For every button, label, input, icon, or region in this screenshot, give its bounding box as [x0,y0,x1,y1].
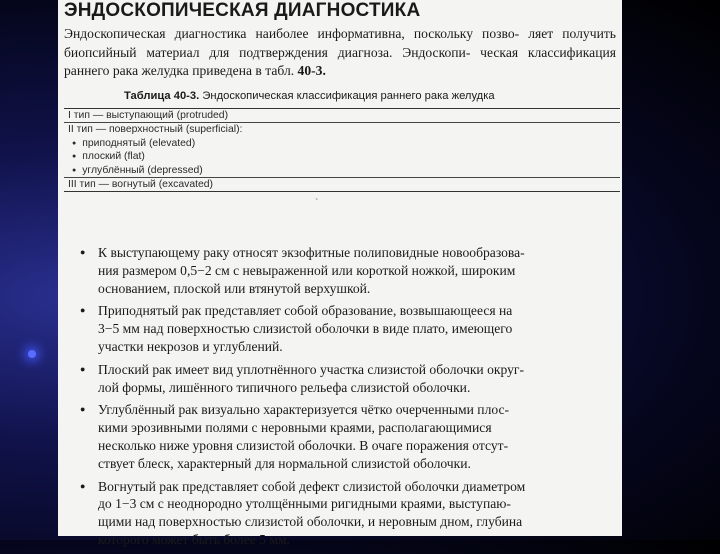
intro-line-1: Эндоскопическая диагностика наиболее информативна, поскольку позво- [64,26,520,41]
list-item-line: до 1−3 см с неоднородно утолщёнными ригидными краями, выступаю- [98,496,511,512]
list-item-line: кими эрозивными полями с неровными краями, располагающимися [98,420,492,436]
list-item-flat [78,361,618,397]
intro-paragraph [64,25,616,81]
list-item-line: 3−5 мм над поверхностью слизистой оболочки в виде плато, имеющего [98,321,513,337]
table-caption-text: Эндоскопическая классификация раннего рака желудка [199,90,495,102]
document-page [58,0,622,547]
list-item-line: лой формы, лишённого типичного рельефа слизистой оболочки. [98,379,471,395]
list-item-line: ● Вогнутый рак представляет собой дефект слизистой оболочки диаметром [98,478,526,494]
list-item-line: ствует блеск, характерный для нормальной слизистой оболочки. [98,455,471,471]
intro-line-2: ляет получить биопсийный материал для подтверждения диагноза. Эндоскопи- [64,26,616,60]
table-row-type-1 [64,109,620,123]
list-item-depressed [78,401,618,472]
list-item-line: ● К выступающему раку относят экзофитные полиповидные новообразова- [98,245,525,260]
table-reference: 40-3. [297,63,326,78]
list-item-line: участки некрозов и углублений. [98,338,283,354]
list-item-line: ния размером 0,5−2 см с невыраженной или короткой ножкой, широким [98,262,516,278]
stray-mark: ` [315,198,319,209]
table-cell-type-1: I тип — выступающий (protruded) [68,110,229,121]
table-row-type-2 [64,123,620,178]
table-subitem-flat: ● плоский (flat) [64,150,620,163]
list-item-elevated [78,302,618,355]
section-heading: ЭНДОСКОПИЧЕСКАЯ ДИАГНОСТИКА [64,0,421,21]
table-subitem-depressed: ● углублённый (depressed) [64,164,620,177]
list-item-protruded [78,244,618,297]
list-item-line: ● Приподнятый рак представляет собой образование, возвышающееся на [98,303,513,319]
list-item-line: несколько ниже уровня слизистой оболочки. В очаге поражения отсут- [98,437,509,453]
table-subitem-elevated: ● приподнятый (elevated) [64,137,620,150]
list-item-line: которого может быть более 5 мм. [98,531,290,547]
table-caption [124,90,495,102]
table-cell-type-2: II тип — поверхностный (superficial): [68,124,243,136]
list-item-line: основанием, плоской или втянутой верхушкой. [98,280,371,296]
table-cell-type-3: III тип — вогнутый (excavated) [68,179,214,191]
classification-table [64,108,620,192]
list-item-line: щими над поверхностью слизистой оболочки, и неровным дном, глубина [98,514,523,530]
list-item-excavated [78,478,618,549]
intro-line-3: ческая классификация раннего рака желудка приведена в табл. [64,44,616,78]
background-glow-dot [28,350,36,358]
table-row-type-3 [64,178,620,192]
list-item-line: ● Плоский рак имеет вид уплотнённого участка слизистой оболочки округ- [98,361,525,377]
bullet-list [78,244,618,554]
table-caption-label: Таблица 40-3. [124,90,200,102]
list-item-line: ● Углублённый рак визуально характеризуется чётко очерченными плос- [98,402,510,418]
